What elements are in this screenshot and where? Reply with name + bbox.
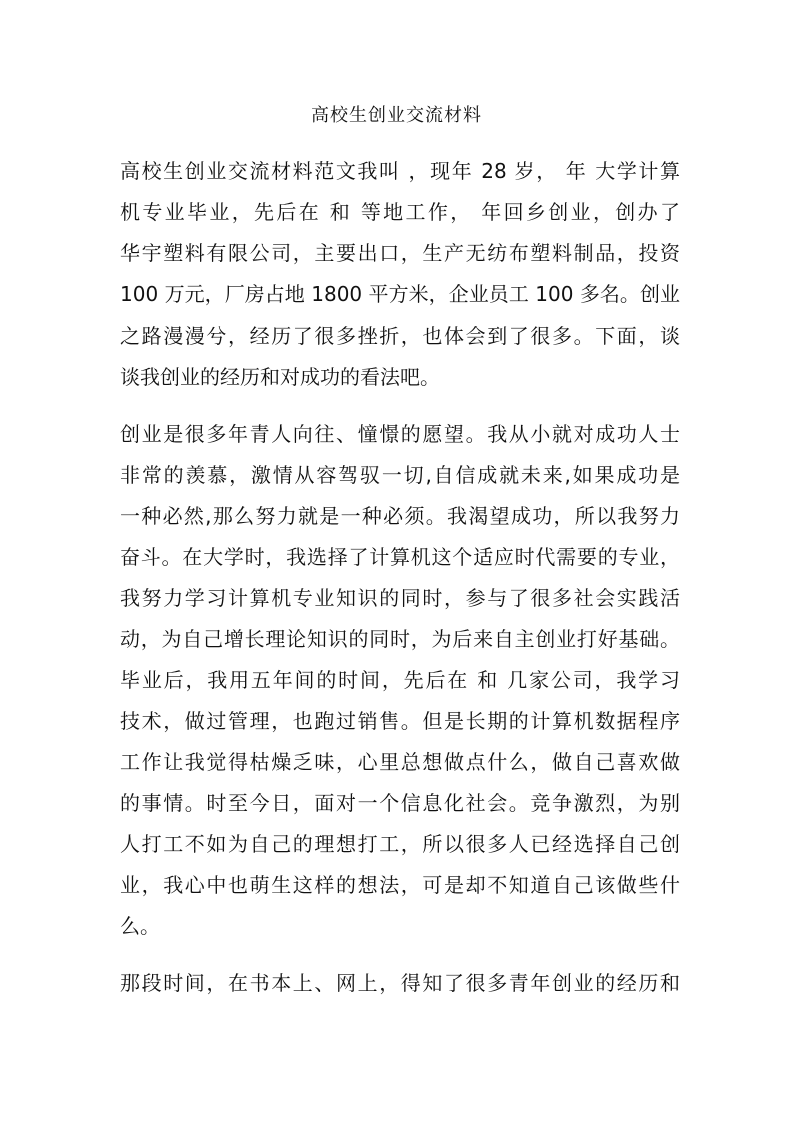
paragraph-2-line-12: 业，我心中也萌生这样的想法，可是却不知道自己该做些什	[120, 873, 680, 897]
paragraph-2-line-13: 么。	[120, 914, 160, 938]
paragraph-2-line-4: 奋斗。在大学时，我选择了计算机这个适应时代需要的专业，	[120, 545, 680, 569]
paragraph-1-line-4: 100 万元，厂房占地 1800 平方米，企业员工 100 多名。创业	[120, 282, 680, 306]
paragraph-2-line-11: 人打工不如为自己的理想打工，所以很多人已经选择自己创	[120, 832, 680, 856]
paragraph-2-line-1: 创业是很多年青人向往、憧憬的愿望。我从小就对成功人士	[120, 422, 680, 446]
paragraph-1-line-3: 华宇塑料有限公司，主要出口，生产无纺布塑料制品，投资	[120, 241, 680, 265]
paragraph-1-line-2: 机专业毕业，先后在 和 等地工作， 年回乡创业，创办了	[120, 200, 680, 224]
paragraph-1-line-5: 之路漫漫兮，经历了很多挫折，也体会到了很多。下面，谈	[120, 324, 680, 348]
paragraph-2-line-5: 我努力学习计算机专业知识的同时，参与了很多社会实践活	[120, 586, 680, 610]
paragraph-2-line-9: 工作让我觉得枯燥乏味，心里总想做点什么，做自己喜欢做	[120, 750, 680, 774]
document-title: 高校生创业交流材料	[311, 105, 482, 126]
paragraph-1-line-6: 谈我创业的经历和对成功的看法吧。	[120, 365, 440, 389]
paragraph-3-line-1: 那段时间，在书本上、网上，得知了很多青年创业的经历和	[120, 971, 680, 995]
paragraph-2-line-7: 毕业后，我用五年间的时间，先后在 和 几家公司，我学习	[120, 668, 680, 692]
paragraph-2-line-6: 动，为自己增长理论知识的同时，为后来自主创业打好基础。	[120, 627, 680, 651]
paragraph-2-line-10: 的事情。时至今日，面对一个信息化社会。竞争激烈，为别	[120, 791, 680, 815]
paragraph-2-line-3: 一种必然,那么努力就是一种必须。我渴望成功，所以我努力	[120, 504, 680, 528]
paragraph-1-line-1: 高校生创业交流材料范文我叫 ，现年 28 岁， 年 大学计算	[120, 159, 680, 183]
paragraph-2-line-2: 非常的羡慕，激情从容驾驭一切,自信成就未来,如果成功是	[120, 463, 680, 487]
paragraph-2-line-8: 技术，做过管理，也跑过销售。但是长期的计算机数据程序	[120, 709, 680, 733]
